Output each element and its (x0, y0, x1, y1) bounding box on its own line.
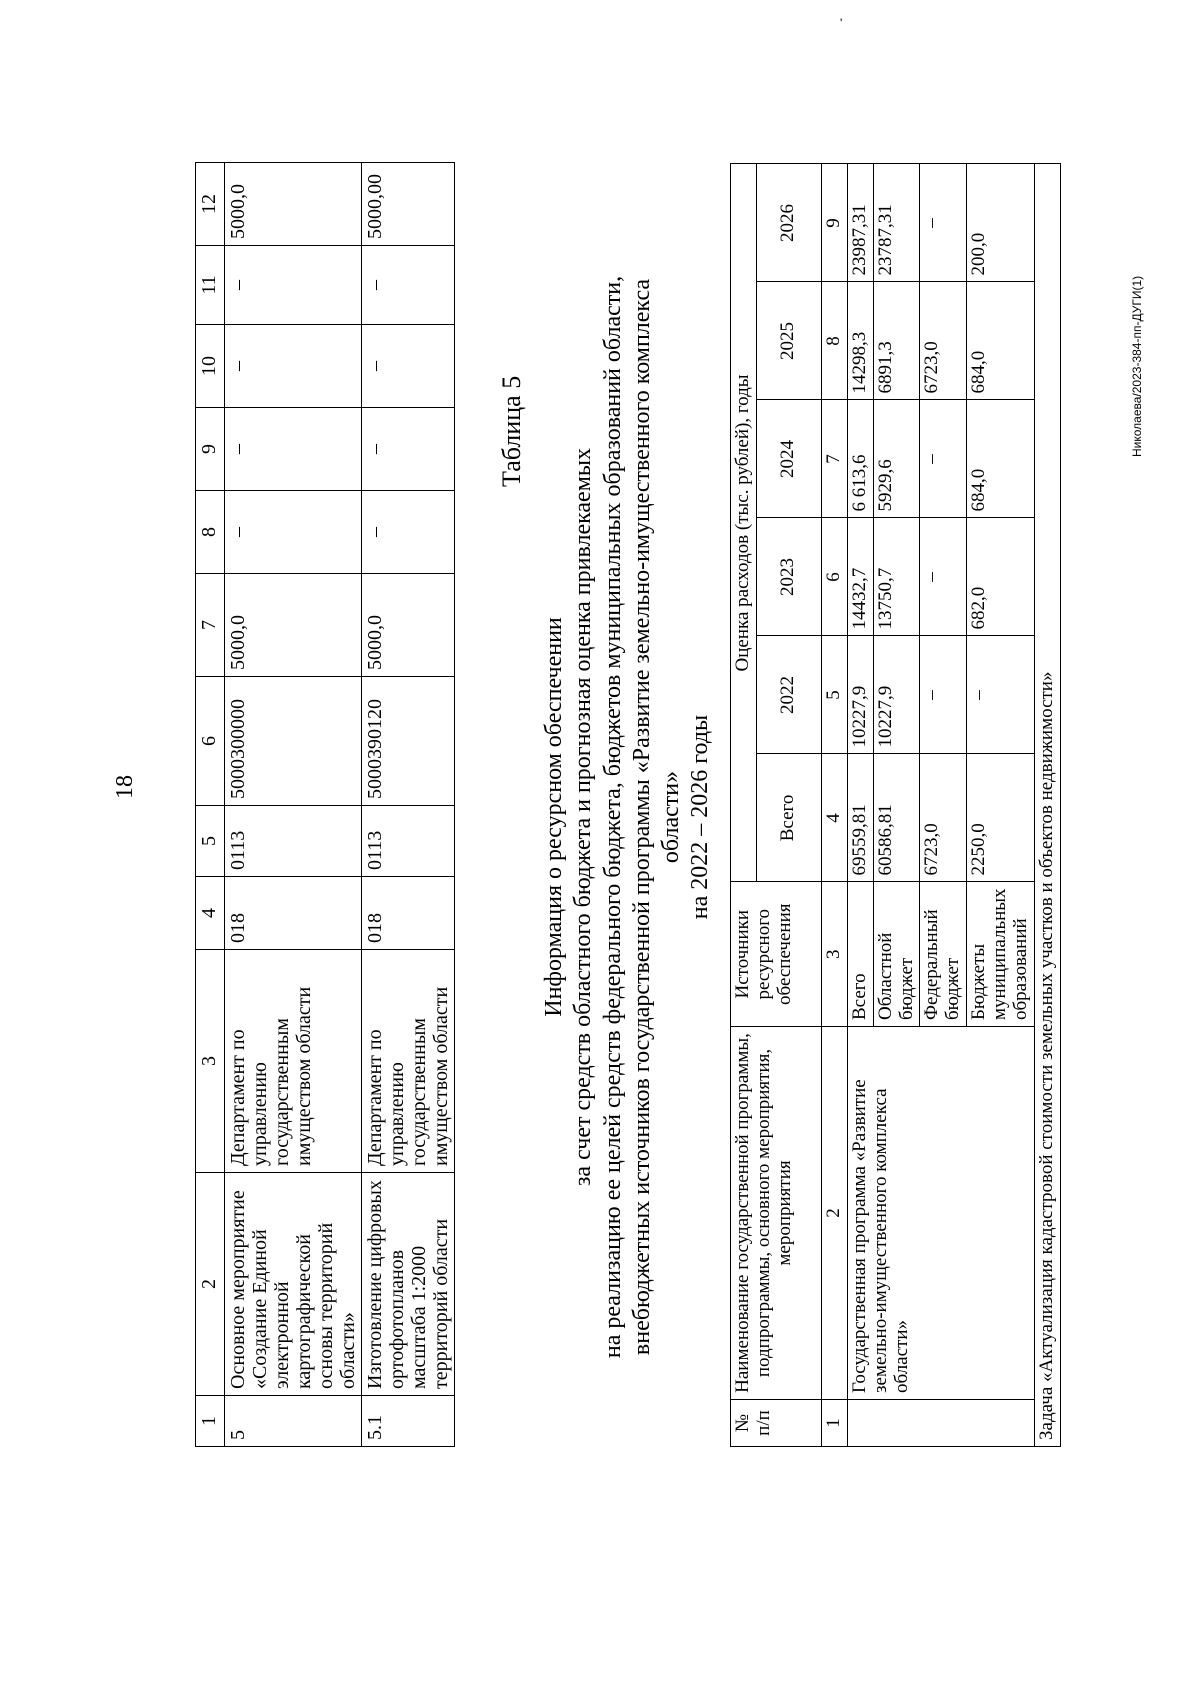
title-line: внебюджетных источников государственной программы «Развитие земельно-имущественного комплекса области» (628, 278, 685, 1356)
cell-code: 018 (225, 877, 362, 950)
header-cell: 1 (196, 1396, 225, 1447)
cell-name: Изготовление цифровых ортофотопланов масштаба 1:2000 территорий области (362, 1173, 455, 1396)
header-year: 2022 (756, 636, 821, 754)
cell-value: 6891,3 (873, 282, 920, 400)
cell-value: 5000,00 (362, 163, 455, 246)
header-num: № п/п (731, 1400, 822, 1447)
header-year: 2026 (756, 164, 821, 282)
cell-index (847, 1400, 1034, 1447)
column-number: 2 (821, 1027, 847, 1400)
header-cell: 8 (196, 491, 225, 574)
header-year: 2025 (756, 282, 821, 400)
cell-index: 5 (225, 1396, 362, 1447)
header-cell: 9 (196, 408, 225, 491)
resource-table (730, 163, 1061, 1447)
cell-value: 10227,9 (873, 636, 920, 754)
title-line: за счет средств областного бюджета и прогнозная оценка привлекаемых (570, 447, 597, 1187)
header-cell: 3 (196, 950, 225, 1173)
cell-value: 682,0 (967, 518, 1035, 636)
cell-value: – (920, 518, 967, 636)
cell-value: 10227,9 (847, 636, 873, 754)
header-year: Всего (756, 754, 821, 882)
cell-value: 6723,0 (920, 282, 967, 400)
cell-source: Федеральный бюджет (920, 882, 967, 1027)
table-row (847, 164, 873, 1447)
page-number: 18 (112, 775, 138, 799)
header-estimate: Оценка расходов (тыс. рублей), годы (731, 164, 757, 882)
cell-value: 5929,6 (873, 400, 920, 518)
column-number: 1 (821, 1400, 847, 1447)
cell-value: 6723,0 (920, 754, 967, 882)
cell-value: 14298,3 (847, 282, 873, 400)
table-row (225, 163, 362, 1447)
cell-value: – (967, 636, 1035, 754)
cell-code: 0113 (225, 806, 362, 877)
cell-value: 23987,31 (847, 164, 873, 282)
header-source: Источники ресурсного обеспечения (731, 882, 822, 1027)
cell-value: 13750,7 (873, 518, 920, 636)
table-row (362, 163, 455, 1447)
header-cell: 12 (196, 163, 225, 246)
cell-source: Бюджеты муниципальных образований (967, 882, 1035, 1027)
cell-value: – (362, 491, 455, 574)
cell-value: 60586,81 (873, 754, 920, 882)
column-number: 4 (821, 754, 847, 882)
column-number: 3 (821, 882, 847, 1027)
header-year: 2023 (756, 518, 821, 636)
cell-value: – (225, 246, 362, 325)
cell-value: – (362, 246, 455, 325)
cell-value: 5000,0 (225, 574, 362, 677)
cell-value: 5000,0 (362, 574, 455, 677)
cell-value: 6 613,6 (847, 400, 873, 518)
header-cell: 7 (196, 574, 225, 677)
header-cell: 4 (196, 877, 225, 950)
table-header-row (196, 163, 225, 1447)
cell-value: 23787,31 (873, 164, 920, 282)
cell-value: 5000,0 (225, 163, 362, 246)
cell-task: Задача «Актуализация кадастровой стоимости земельных участков и объектов недвижимости» (1034, 164, 1060, 1447)
title-line: Информация о ресурсном обеспечении (541, 617, 567, 1017)
cell-value: – (920, 636, 967, 754)
title-line: на 2022 – 2026 годы (687, 714, 714, 920)
cell-value: – (920, 400, 967, 518)
cell-value: – (362, 408, 455, 491)
column-number: 6 (821, 518, 847, 636)
header-cell: 10 (196, 325, 225, 408)
cell-code: 5000390120 (362, 677, 455, 806)
cell-value: 684,0 (967, 282, 1035, 400)
cell-value: 69559,81 (847, 754, 873, 882)
cell-value: – (225, 408, 362, 491)
title-line: на реализацию ее целей средств федерального бюджета, бюджетов муниципальных образований области, (599, 275, 626, 1359)
cell-index: 5.1 (362, 1396, 455, 1447)
table-title (540, 267, 716, 1367)
cell-value: – (920, 164, 967, 282)
cell-code: 018 (362, 877, 455, 950)
table-header-row (731, 164, 757, 1447)
cell-code: 0113 (362, 806, 455, 877)
document-code: Николаева/2023-384-пп-ДУГИ(1) (1130, 275, 1144, 457)
column-number-row (821, 164, 847, 1447)
cell-value: 2250,0 (967, 754, 1035, 882)
column-number: 7 (821, 400, 847, 518)
cell-value: 14432,7 (847, 518, 873, 636)
continuation-table (195, 162, 455, 1447)
table-label: Таблица 5 (497, 375, 526, 487)
cell-source: Областной бюджет (873, 882, 920, 1027)
cell-code: 5000300000 (225, 677, 362, 806)
cell-value: 684,0 (967, 400, 1035, 518)
task-row (1034, 164, 1060, 1447)
cell-executor: Департамент по управлению государственным имуществом области (225, 950, 362, 1173)
cell-value: 200,0 (967, 164, 1035, 282)
cell-value: – (225, 325, 362, 408)
header-cell: 2 (196, 1173, 225, 1396)
corner-mark: ' (840, 16, 843, 30)
cell-value: – (225, 491, 362, 574)
cell-source: Всего (847, 882, 873, 1027)
header-cell: 11 (196, 246, 225, 325)
header-cell: 5 (196, 806, 225, 877)
header-cell: 6 (196, 677, 225, 806)
cell-value: – (362, 325, 455, 408)
cell-executor: Департамент по управлению государственным имуществом области (362, 950, 455, 1173)
column-number: 5 (821, 636, 847, 754)
cell-name: Основное мероприятие «Создание Единой электронной картографической основы территорий области» (225, 1173, 362, 1396)
header-year: 2024 (756, 400, 821, 518)
cell-program-name: Государственная программа «Развитие земельно-имущественного комплекса области» (847, 1027, 1034, 1400)
column-number: 8 (821, 282, 847, 400)
header-name: Наименование государственной программы, подпрограммы, основного мероприятия, мероприятия (731, 1027, 822, 1400)
column-number: 9 (821, 164, 847, 282)
